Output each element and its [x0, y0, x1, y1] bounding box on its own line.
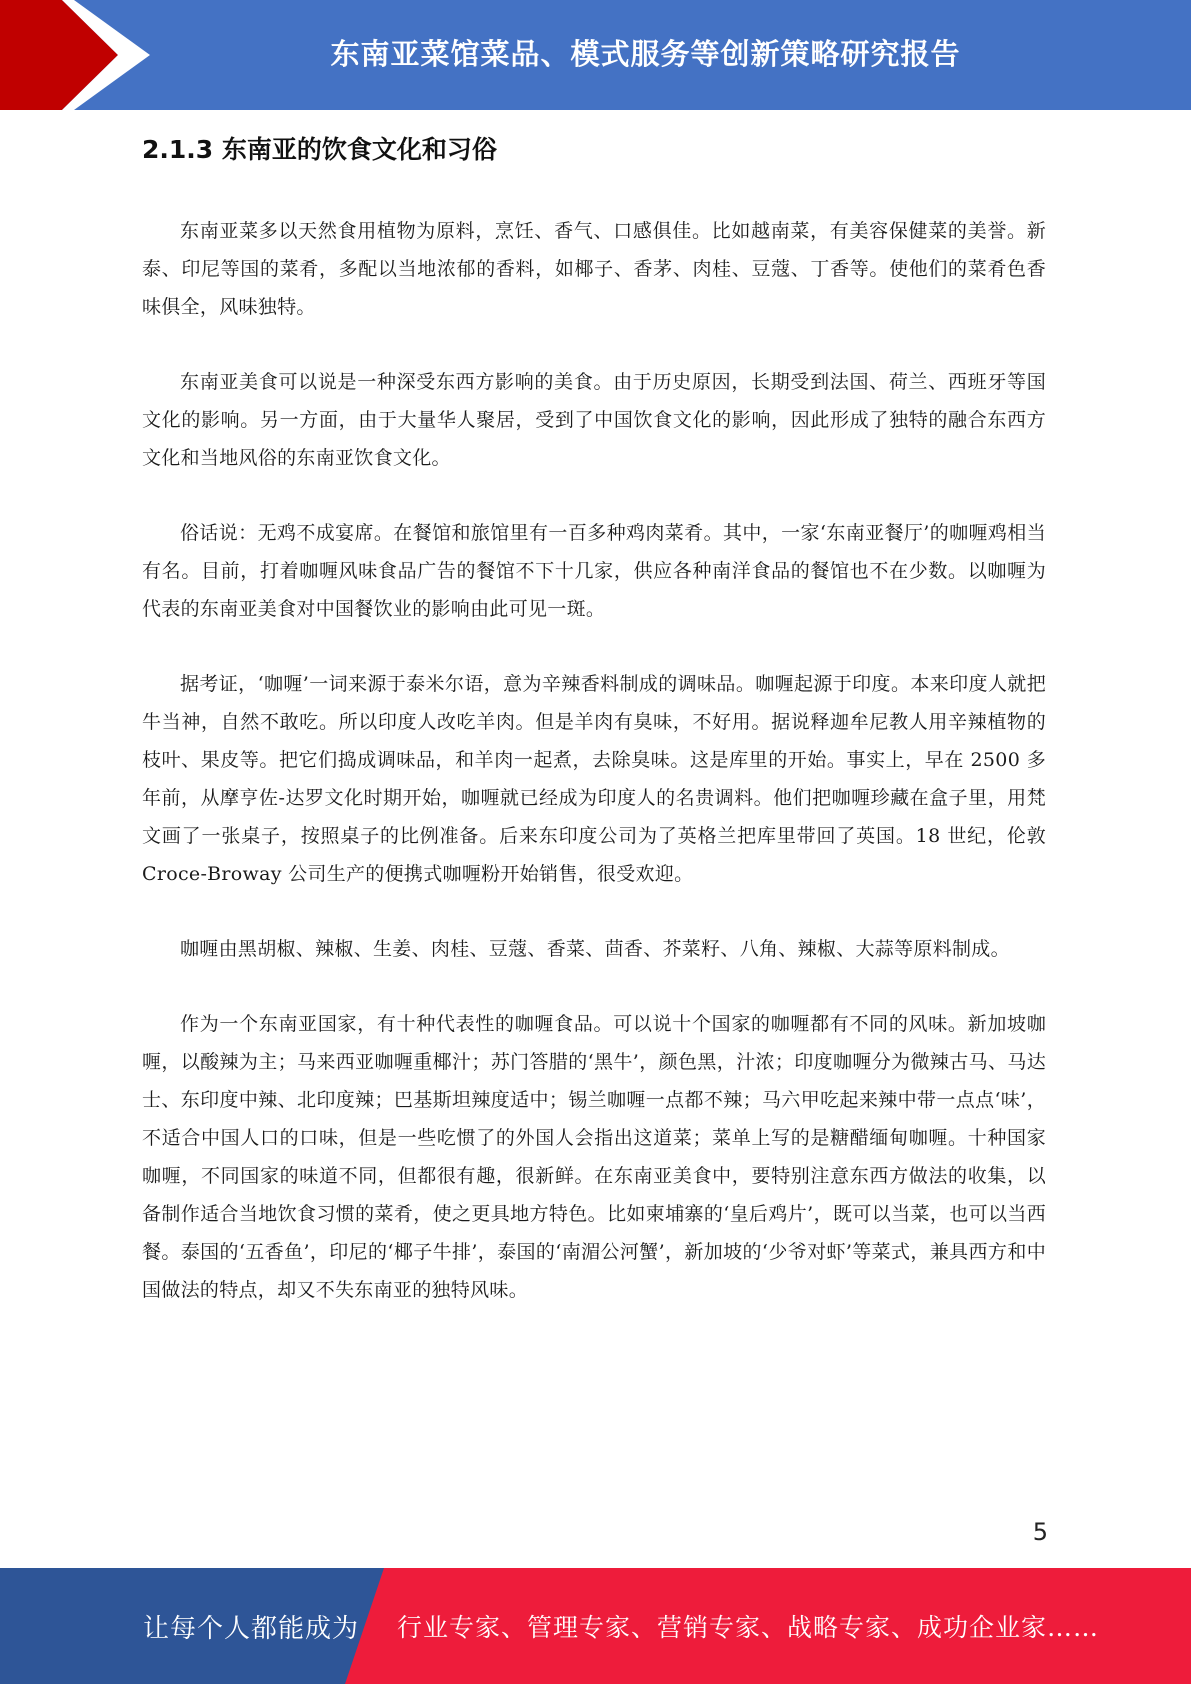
- page-number: 5: [1032, 1518, 1048, 1546]
- body-content: [142, 212, 1046, 1346]
- page-footer: [0, 1568, 1191, 1684]
- paragraph: 咖喱由黑胡椒、辣椒、生姜、肉桂、豆蔻、香菜、茴香、芥菜籽、八角、辣椒、大蒜等原料制成。: [180, 938, 1010, 960]
- section-heading: 2.1.3 东南亚的饮食文化和习俗: [142, 135, 497, 164]
- paragraph: 据考证，‘咖喱’一词来源于泰米尔语，意为辛辣香料制成的调味品。咖喱起源于印度。本来印度人就把牛当神，自然不敢吃。所以印度人改吃羊肉。但是羊肉有臭味，不好用。据说释迦牟尼教人用辛辣植物的枝叶、果皮等。把它们捣成调味品，和羊肉一起煮，去除臭味。这是库里的开始。事实上，早在 2500 多年前，从摩亨佐-达罗文化时期开始，咖喱就已经成为印度人的名贵调料。他们把咖喱珍藏在盒子里，用梵文画了一张桌子，按照桌子的比例准备。后来东印度公司为了英格兰把库里带回了英国。18 世纪，伦敦 Croce-Broway 公司生产的便携式咖喱粉开始销售，很受欢迎。: [142, 673, 1046, 885]
- footer-slogan-left: 让每个人都能成为: [143, 1613, 360, 1644]
- chevron-arrow-icon: [0, 0, 160, 110]
- paragraph: 东南亚菜多以天然食用植物为原料，烹饪、香气、口感俱佳。比如越南菜，有美容保健菜的美誉。新泰、印尼等国的菜肴，多配以当地浓郁的香料，如椰子、香茅、肉桂、豆蔻、丁香等。使他们的菜肴色香味俱全，风味独特。: [142, 220, 1046, 318]
- paragraph: 东南亚美食可以说是一种深受东西方影响的美食。由于历史原因，长期受到法国、荷兰、西班牙等国文化的影响。另一方面，由于大量华人聚居，受到了中国饮食文化的影响，因此形成了独特的融合东西方文化和当地风俗的东南亚饮食文化。: [142, 371, 1046, 469]
- page-header: [0, 0, 1191, 110]
- paragraph: 作为一个东南亚国家，有十种代表性的咖喱食品。可以说十个国家的咖喱都有不同的风味。新加坡咖喱，以酸辣为主；马来西亚咖喱重椰汁；苏门答腊的‘黑牛’，颜色黑，汁浓；印度咖喱分为微辣古马、马达士、东印度中辣、北印度辣；巴基斯坦辣度适中；锡兰咖喱一点都不辣；马六甲吃起来辣中带一点点‘味’，不适合中国人口的口味，但是一些吃惯了的外国人会指出这道菜；菜单上写的是糖醋缅甸咖喱。十种国家咖喱，不同国家的味道不同，但都很有趣，很新鲜。在东南亚美食中，要特别注意东西方做法的收集，以备制作适合当地饮食习惯的菜肴，使之更具地方特色。比如柬埔寨的‘皇后鸡片’，既可以当菜，也可以当西餐。泰国的‘五香鱼’，印尼的‘椰子牛排’，泰国的‘南湄公河蟹’，新加坡的‘少爷对虾’等菜式，兼具西方和中国做法的特点，却又不失东南亚的独特风味。: [142, 1013, 1046, 1301]
- footer-slogan-right: 行业专家、管理专家、营销专家、战略专家、成功企业家……: [397, 1613, 1100, 1642]
- paragraph: 俗话说：无鸡不成宴席。在餐馆和旅馆里有一百多种鸡肉菜肴。其中，一家‘东南亚餐厅’的咖喱鸡相当有名。目前，打着咖喱风味食品广告的餐馆不下十几家，供应各种南洋食品的餐馆也不在少数。以咖喱为代表的东南亚美食对中国餐饮业的影响由此可见一斑。: [142, 522, 1046, 620]
- report-title: 东南亚菜馆菜品、模式服务等创新策略研究报告: [330, 36, 961, 71]
